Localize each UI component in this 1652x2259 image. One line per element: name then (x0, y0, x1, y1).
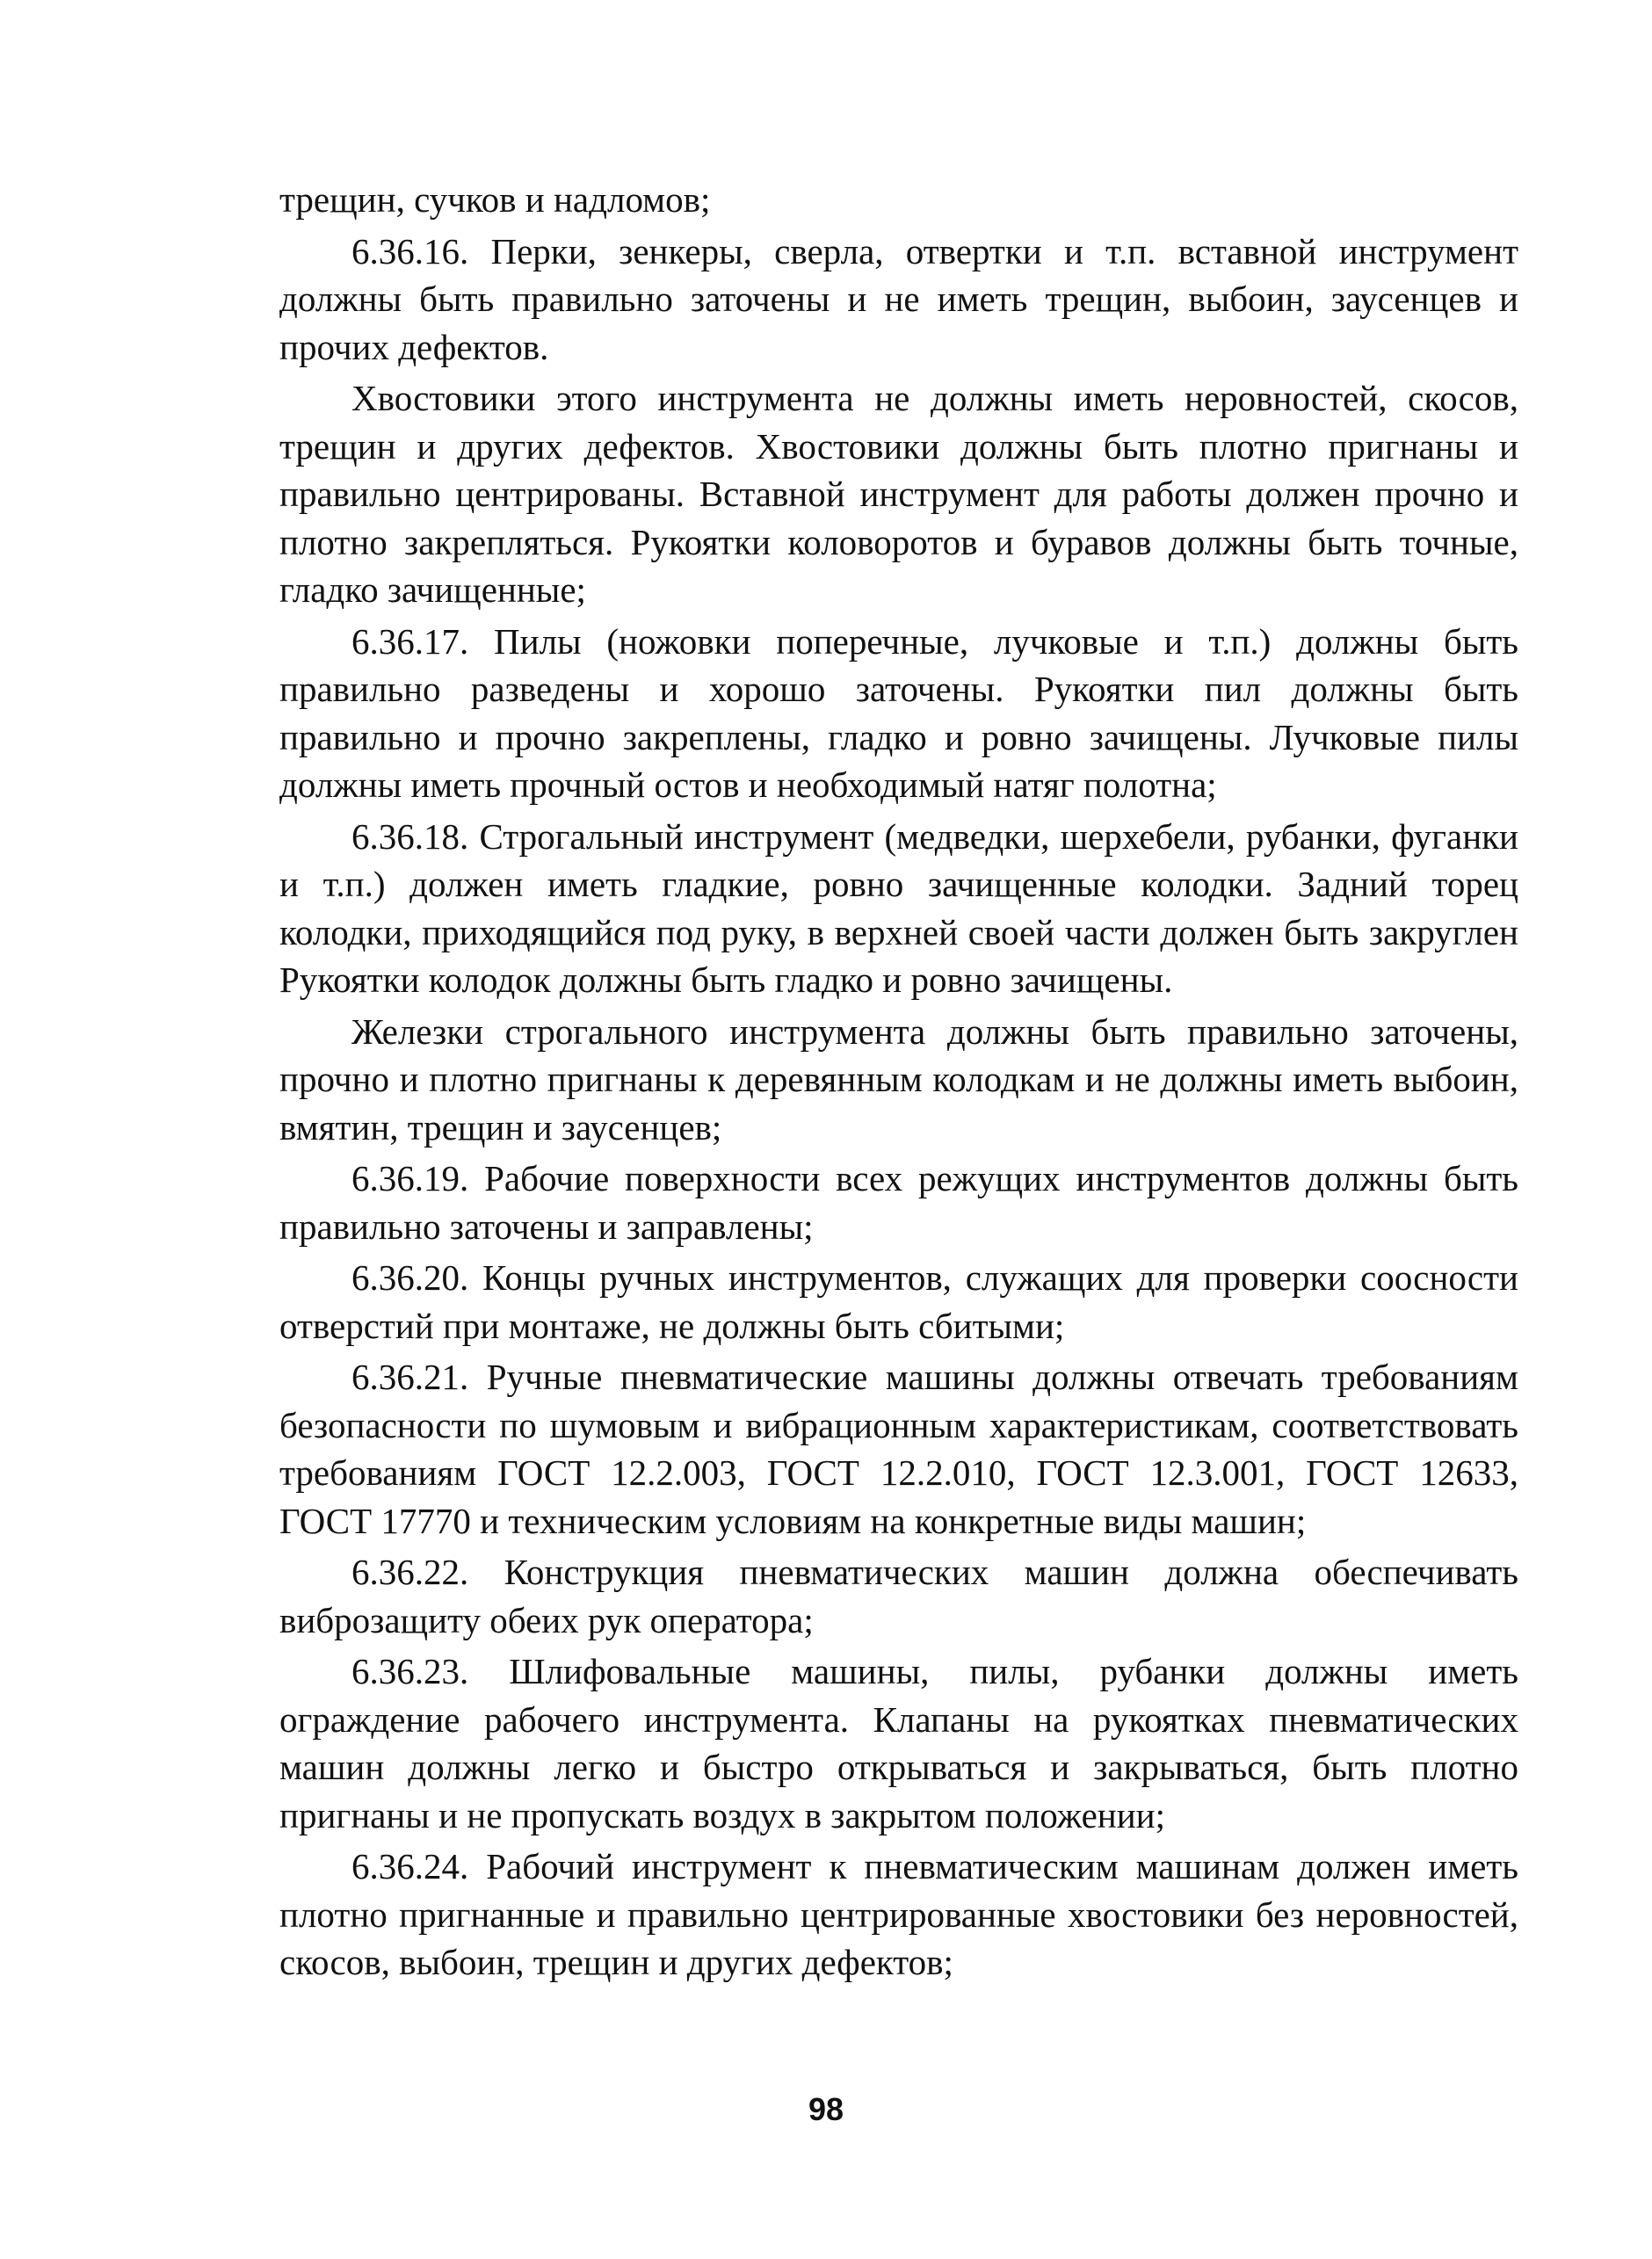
page-number: 98 (808, 2091, 844, 2127)
paragraph-6-36-24: 6.36.24. Рабочий инструмент к пневматическим машинам должен иметь плотно пригнанные и правильно центрированные хвостовики без неровностей, скосов, выбоин, трещин и других дефектов; (279, 1846, 1518, 1982)
paragraph-6-36-22: 6.36.22. Конструкция пневматических машин должна обеспечивать виброзащиту обеих рук оператора; (279, 1552, 1518, 1640)
paragraph-6-36-16: 6.36.16. Перки, зенкеры, сверла, отвертки и т.п. вставной инструмент должны быть правильно заточены и не иметь трещин, выбоин, заусенцев и прочих дефектов. (279, 230, 1518, 367)
paragraph-6-36-18: 6.36.18. Строгальный инструмент (медведки, шерхебели, рубанки, фуганки и т.п.) должен иметь гладкие, ровно зачищенные колодки. Задний торец колодки, приходящийся под руку, в верхней своей части должен быть закруглен Рукоятки колодок должны быть гладко и ровно зачищены. (279, 815, 1518, 1000)
body-text (279, 176, 1518, 1990)
paragraph-6-36-21: 6.36.21. Ручные пневматические машины должны отвечать требованиям безопасности по шумовым и вибрационным характеристикам, соответствовать требованиям ГОСТ 12.2.003, ГОСТ 12.2.010, ГОСТ 12.3.001, ГОСТ 12633, ГОСТ 17770 и техническим условиям на конкретные виды машин; (279, 1357, 1518, 1541)
paragraph-continuation: трещин, сучков и надломов; (279, 179, 711, 220)
paragraph-6-36-19: 6.36.19. Рабочие поверхности всех режущих инструментов должны быть правильно заточены и заправлены; (279, 1158, 1518, 1247)
paragraph-blades: Железки строгального инструмента должны быть правильно заточены, прочно и плотно пригнаны к деревянным колодкам и не должны иметь выбоин, вмятин, трещин и заусенцев; (279, 1010, 1518, 1148)
paragraph-shanks: Хвостовики этого инструмента не должны иметь неровностей, скосов, трещин и других дефектов. Хвостовики должны быть плотно пригнаны и правильно центрированы. Вставной инструмент для работы должен прочно и плотно закрепляться. Рукоятки коловоротов и буравов должны быть точные, гладко зачищенные; (279, 378, 1518, 610)
paragraph-6-36-17: 6.36.17. Пилы (ножовки поперечные, лучковые и т.п.) должны быть правильно разведены и хорошо заточены. Рукоятки пил должны быть правильно и прочно закреплены, гладко и ровно зачищены. Лучковые пилы должны иметь прочный остов и необходимый натяг полотна; (279, 620, 1518, 805)
paragraph-6-36-23: 6.36.23. Шлифовальные машины, пилы, рубанки должны иметь ограждение рабочего инструмента. Клапаны на рукоятках пневматических машин должны легко и быстро открываться и закрываться, быть плотно пригнаны и не пропускать воздух в закрытом положении; (279, 1651, 1518, 1835)
paragraph-6-36-20: 6.36.20. Концы ручных инструментов, служащих для проверки соосности отверстий при монтаже, не должны быть сбитыми; (279, 1257, 1518, 1346)
